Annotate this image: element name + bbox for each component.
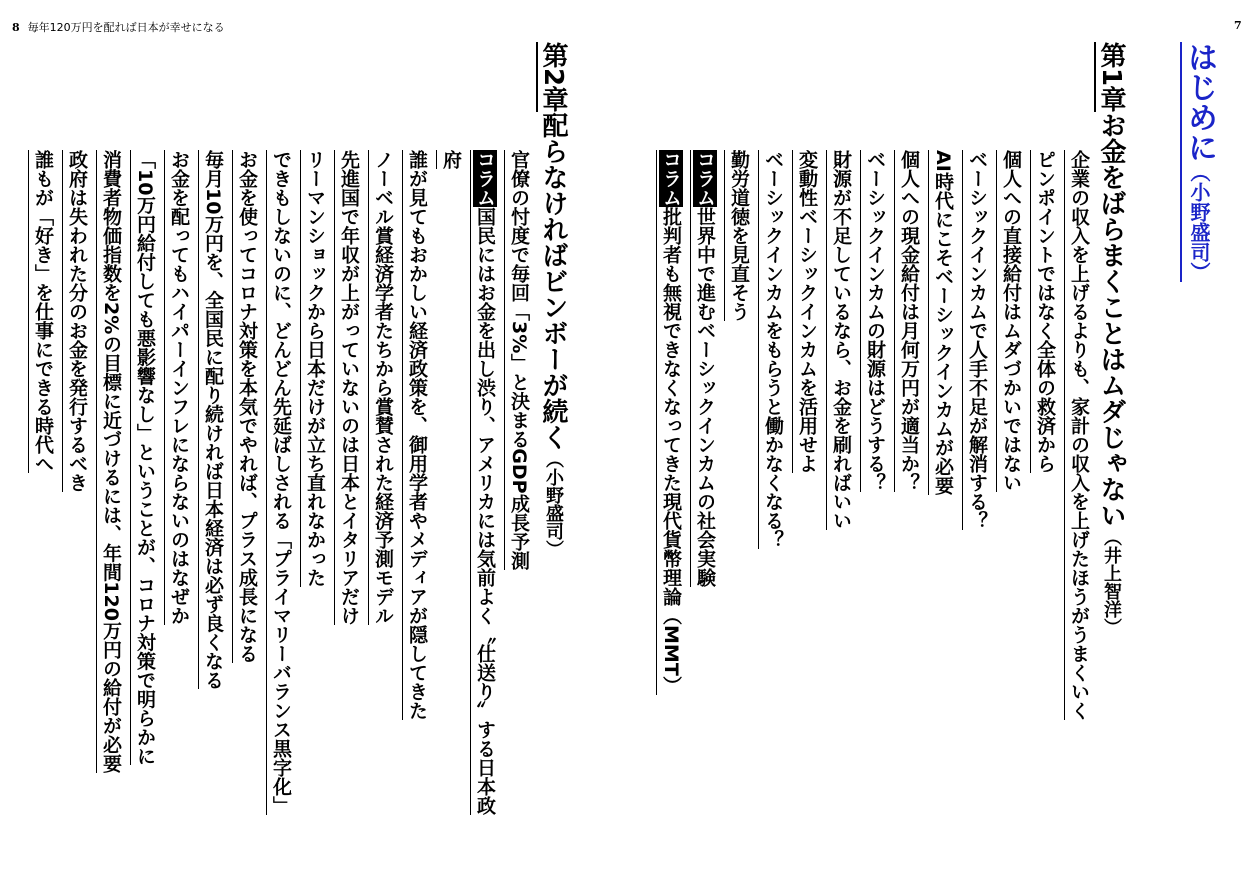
toc-entry-text: ベーシックインカムをもらうと働かなくなる？ bbox=[762, 150, 784, 549]
toc-entry bbox=[334, 150, 358, 625]
toc-entry bbox=[198, 150, 222, 689]
toc-entry bbox=[62, 150, 86, 492]
toc-entry-text: 企業の収入を上げるよりも、家計の収入を上げたほうがうまくいく bbox=[1068, 150, 1090, 720]
chapter2-author: （小野盛司） bbox=[543, 450, 564, 559]
toc-entry bbox=[1064, 150, 1088, 720]
toc-entry bbox=[130, 150, 154, 765]
toc-entry-text: ベーシックインカムの財源はどうする？ bbox=[864, 150, 886, 492]
toc-entry-text: 変動性ベーシックインカムを活用せよ bbox=[796, 150, 818, 473]
toc-entry bbox=[470, 150, 494, 815]
toc-entry-text: 「10万円給付しても悪影響なし」ということが、コロナ対策で明らかに bbox=[134, 150, 156, 766]
toc-entry bbox=[826, 150, 850, 530]
toc-entry-text: 勤労道徳を見直そう bbox=[728, 150, 750, 321]
toc-entry-text: ピンポイントではなく全体の救済から bbox=[1034, 150, 1056, 473]
column-tag: コラム bbox=[660, 150, 682, 207]
toc-entry bbox=[368, 150, 392, 625]
chapter1-heading bbox=[1098, 42, 1124, 636]
toc-entry-text: 財源が不足しているなら、お金を刷ればいい bbox=[830, 150, 852, 530]
toc-entry-text: 国民にはお金を出し渋り、アメリカには気前よく〝仕送り〟する日本政 bbox=[474, 207, 496, 815]
intro-heading bbox=[1180, 42, 1217, 282]
right-page-number: 7 bbox=[1234, 19, 1242, 32]
chapter1-label: 第1章 bbox=[1096, 42, 1126, 113]
running-header-left bbox=[12, 19, 225, 35]
toc-entry-text: ノーベル賞経済学者たちから賞賛された経済予測モデル bbox=[372, 150, 394, 625]
toc-entry bbox=[164, 150, 188, 625]
toc-entry bbox=[860, 150, 884, 492]
chapter1-title: お金をばらまくことはムダじゃない bbox=[1096, 112, 1126, 529]
toc-entry bbox=[792, 150, 816, 473]
toc-entry bbox=[996, 150, 1020, 492]
toc-entry-text: 毎月10万円を、全国民に配り続ければ日本経済は必ず良くなる bbox=[202, 150, 224, 690]
toc-entry-text: AI時代にこそベーシックインカムが必要 bbox=[932, 150, 954, 495]
toc-entry bbox=[402, 150, 426, 720]
toc-entry bbox=[690, 150, 714, 587]
toc-entry-text: お金を配ってもハイパーインフレにならないのはなぜか bbox=[168, 150, 190, 625]
toc-entry bbox=[28, 150, 52, 473]
toc-entry-text: お金を使ってコロナ対策を本気でやれば、プラス成長になる bbox=[236, 150, 258, 663]
running-title: 毎年120万円を配れば日本が幸せになる bbox=[27, 21, 225, 34]
toc-entry bbox=[962, 150, 986, 530]
chapter2-heading bbox=[540, 42, 566, 558]
toc-entry bbox=[1030, 150, 1054, 473]
chapter1-author: （井上智洋） bbox=[1101, 528, 1122, 637]
column-tag: コラム bbox=[474, 150, 496, 207]
toc-entry bbox=[724, 150, 748, 321]
left-page-number: 8 bbox=[12, 21, 20, 34]
toc-entry bbox=[928, 150, 952, 495]
toc-entry-text: 先進国で年収が上がっていないのは日本とイタリアだけ bbox=[338, 150, 360, 625]
toc-entry-text: 政府は失われた分のお金を発行するべき bbox=[66, 150, 88, 492]
toc-entry-text: 誰もが「好き」を仕事にできる時代へ bbox=[32, 150, 54, 473]
toc-entry-text: リーマンショックから日本だけが立ち直れなかった bbox=[304, 150, 326, 587]
toc-entry bbox=[894, 150, 918, 492]
column-tag: コラム bbox=[694, 150, 716, 207]
toc-entry bbox=[232, 150, 256, 663]
toc-entry bbox=[758, 150, 782, 549]
toc-entry bbox=[96, 150, 120, 773]
toc-entry-text: 府 bbox=[440, 150, 462, 169]
toc-entry-text: ベーシックインカムで人手不足が解消する？ bbox=[966, 150, 988, 530]
chapter2-label: 第2章 bbox=[538, 42, 568, 113]
toc-entry bbox=[436, 150, 460, 169]
toc-entry bbox=[504, 150, 528, 570]
toc-entry-text: 官僚の忖度で毎回「3%」と決まるGDP成長予測 bbox=[508, 150, 530, 570]
toc-entry-text: 批判者も無視できなくなってきた現代貨幣理論（MMT） bbox=[660, 207, 682, 695]
chapter2-title: 配らなければビンボーが続く bbox=[538, 112, 568, 451]
toc-entry-text: 世界中で進むベーシックインカムの社会実験 bbox=[694, 207, 716, 587]
toc-entry-text: 消費者物価指数を2%の目標に近づけるには、年間120万円の給付が必要 bbox=[100, 150, 122, 773]
toc-entry bbox=[656, 150, 680, 695]
toc-entry-text: できもしないのに、どんどん先延ばしされる「プライマリーバランス黒字化」 bbox=[270, 150, 292, 815]
intro-title: はじめに bbox=[1182, 42, 1217, 162]
toc-entry-text: 個人への現金給付は月何万円が適当か？ bbox=[898, 150, 920, 492]
intro-author: （小野盛司） bbox=[1187, 162, 1211, 282]
toc-entry bbox=[266, 150, 290, 815]
toc-entry-text: 個人への直接給付はムダづかいではない bbox=[1000, 150, 1022, 492]
toc-entry bbox=[300, 150, 324, 587]
toc-entry-text: 誰が見てもおかしい経済政策を、御用学者やメディアが隠してきた bbox=[406, 150, 428, 720]
